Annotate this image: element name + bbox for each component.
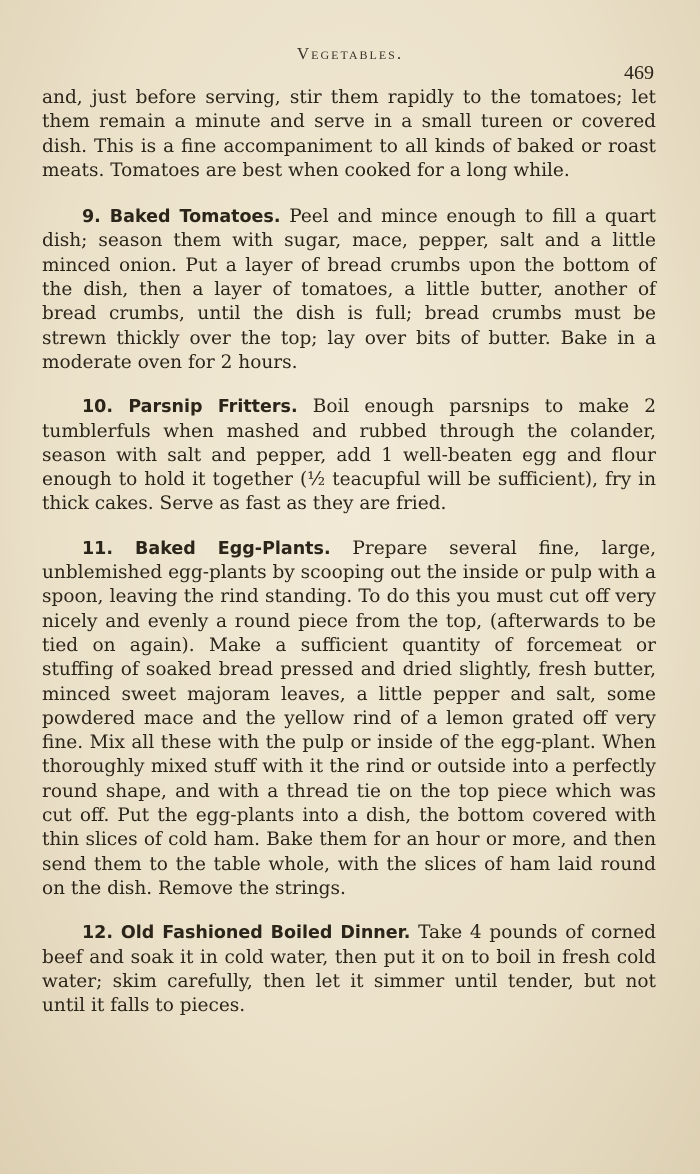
recipe-heading: 9. Baked Tomatoes. [82, 207, 281, 228]
recipe-body: Boil enough parsnips to make 2 tumblerfuls when mashed and rubbed through the colander, season with salt and pepper, add 1 well-beaten egg and flour enough to hold it together (½ teacupful will be sufficient), fry in thick cakes. Serve as fast as they are fried. [42, 396, 656, 515]
recipe-body: Prepare several fine, large, unblemished egg-plants by scooping out the inside or pulp with a spoon, leaving the rind standing. To do this you must cut off very nicely and evenly a round piece from the top, (afterwards to be tied on again). Make a sufficient quantity of forcemeat or stuffing of soaked bread pressed and dried slightly, fresh butter, minced sweet majoram leaves, a little pepper and salt, some powdered mace and the yellow rind of a lemon grated off very fine. Mix all these with the pulp or inside of the egg-plant. When thoroughly mixed stuff with it the rind or outside into a perfectly round shape, and with a thread tie on the top piece which was cut off. Put the egg-plants into a dish, the bottom covered with thin slices of cold ham. Bake them for an hour or more, and then send them to the table whole, with the slices of ham laid round on the dish. Remove the strings. [42, 537, 656, 899]
recipe-baked-egg-plants [42, 537, 656, 901]
recipe-old-fashioned-boiled-dinner [42, 921, 656, 1018]
recipe-heading: 10. Parsnip Fritters. [82, 397, 298, 418]
page-number: 469 [624, 62, 654, 84]
running-head: Vegetables. [296, 44, 404, 63]
recipe-heading: 12. Old Fashioned Boiled Dinner. [82, 923, 411, 944]
recipe-heading: 11. Baked Egg-Plants. [82, 538, 331, 559]
recipe-parsnip-fritters [42, 395, 656, 516]
recipe-baked-tomatoes [42, 205, 656, 375]
recipe-body: Peel and mince enough to fill a quart dish; season them with sugar, mace, pepper, salt and a little minced onion. Put a layer of bread crumbs upon the bottom of the dish, then a layer of tomatoes, a little butter, another of bread crumbs, until the dish is full; bread crumbs must be strewn thickly over the top; lay over bits of butter. Bake in a moderate oven for 2 hours. [42, 206, 656, 373]
recipe-body: Take 4 pounds of corned beef and soak it in cold water, then put it on to boil in fresh cold water; skim carefully, then let it simmer until tender, but not until it falls to pieces. [42, 922, 656, 1017]
continued-paragraph: and, just before serving, stir them rapidly to the tomatoes; let them remain a minute and serve in a small tureen or covered dish. This is a fine accompaniment to all kinds of baked or roast meats. Tomatoes are best when cooked for a long while. [42, 87, 656, 181]
page-body [42, 86, 656, 1038]
